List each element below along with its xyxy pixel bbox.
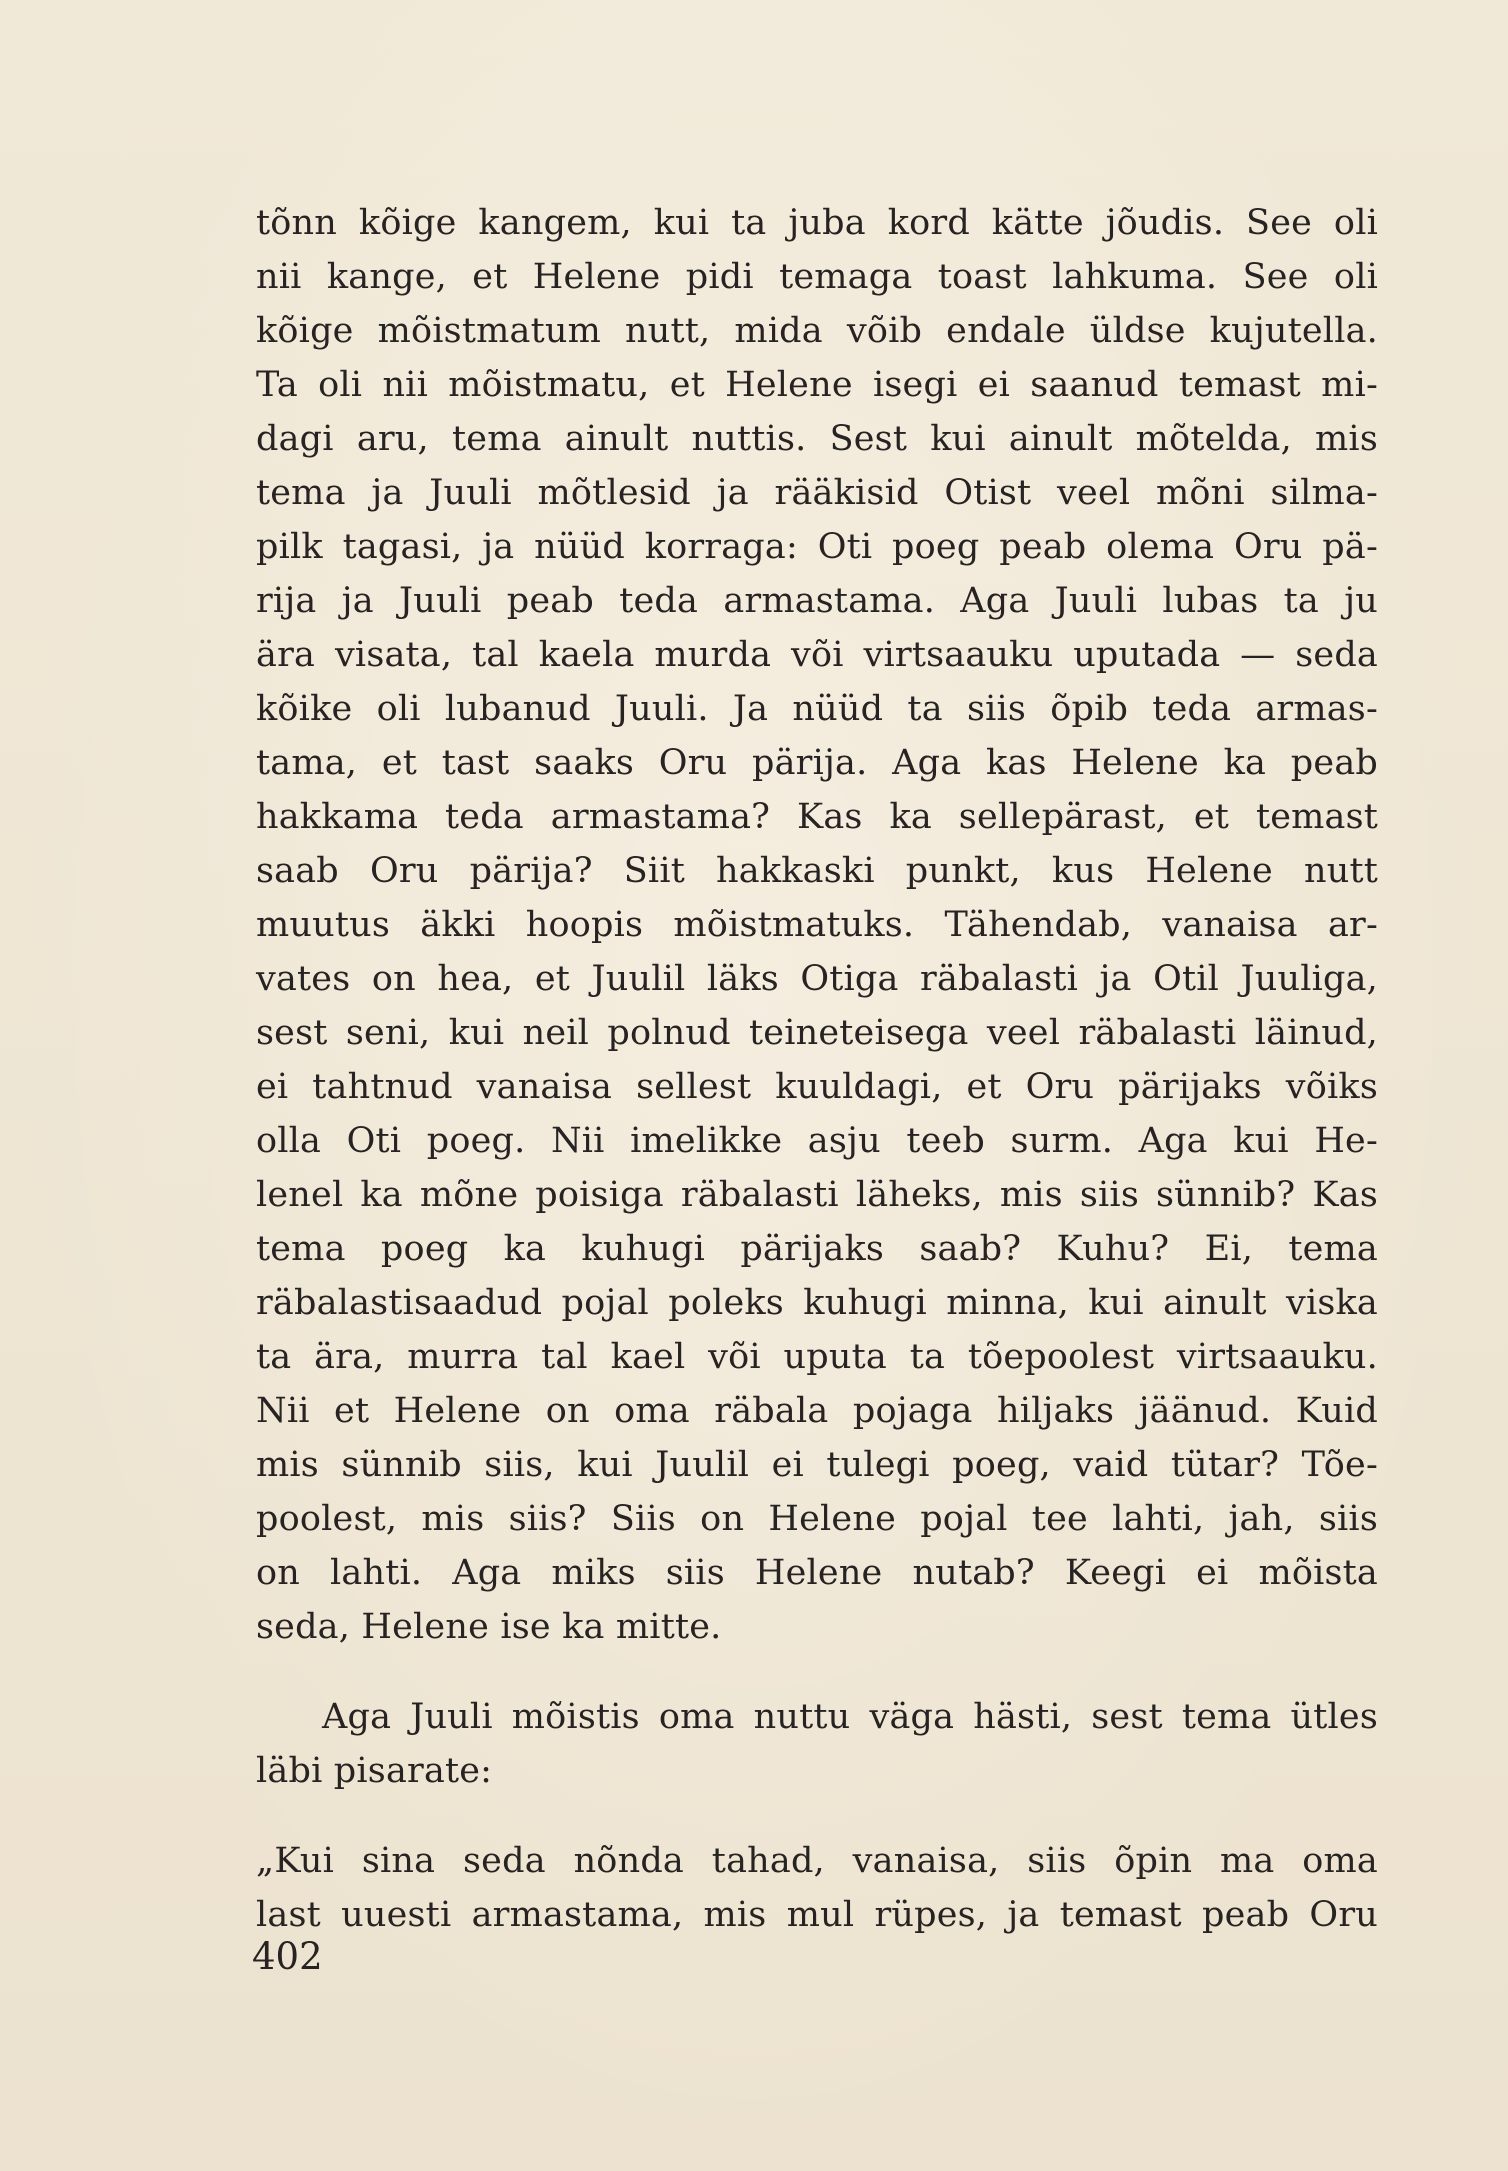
text-line: dagi aru, tema ainult nuttis. Sest kui ainult mõtelda, mis [256,419,1378,459]
text-line: on lahti. Aga miks siis Helene nutab? Keegi ei mõista [256,1553,1378,1593]
text-line: poolest, mis siis? Siis on Helene pojal tee lahti, jah, siis [256,1499,1378,1539]
text-line: räbalastisaadud pojal poleks kuhugi minna, kui ainult viska [256,1283,1378,1323]
body-text [256,196,1378,1942]
text-line: tõnn kõige kangem, kui ta juba kord kätte jõudis. See oli [256,203,1378,243]
page-number: 402 [252,1935,323,1978]
text-line: saab Oru pärija? Siit hakkaski punkt, kus Helene nutt [256,851,1378,891]
text-line: „Kui sina seda nõnda tahad, vanaisa, siis õpin ma oma [256,1841,1378,1881]
text-line: seda, Helene ise ka mitte. [256,1607,722,1647]
text-line: pilk tagasi, ja nüüd korraga: Oti poeg peab olema Oru pä- [256,527,1378,567]
text-line: hakkama teda armastama? Kas ka sellepärast, et temast [256,797,1378,837]
text-line: tema ja Juuli mõtlesid ja rääkisid Otist veel mõni silma- [256,473,1378,513]
text-line: olla Oti poeg. Nii imelikke asju teeb surm. Aga kui He- [256,1121,1378,1161]
text-line: tema poeg ka kuhugi pärijaks saab? Kuhu? Ei, tema [256,1229,1378,1269]
text-line: ära visata, tal kaela murda või virtsaauku uputada — seda [256,635,1378,675]
text-line: ta ära, murra tal kael või uputa ta tõepoolest virtsaauku. [256,1337,1378,1377]
text-line: nii kange, et Helene pidi temaga toast lahkuma. See oli [256,257,1378,297]
text-line: rija ja Juuli peab teda armastama. Aga Juuli lubas ta ju [256,581,1378,621]
text-line: kõige mõistmatum nutt, mida võib endale üldse kujutella. [256,311,1378,351]
text-line: läbi pisarate: [256,1751,493,1791]
text-line: vates on hea, et Juulil läks Otiga räbalasti ja Otil Juuliga, [256,959,1378,999]
text-line: lenel ka mõne poisiga räbalasti läheks, mis siis sünnib? Kas [256,1175,1378,1215]
text-line: muutus äkki hoopis mõistmatuks. Tähendab, vanaisa ar- [256,905,1378,945]
text-line: sest seni, kui neil polnud teineteisega veel räbalasti läinud, [256,1013,1378,1053]
text-line: last uuesti armastama, mis mul rüpes, ja temast peab Oru [256,1895,1378,1935]
text-line: Ta oli nii mõistmatu, et Helene isegi ei saanud temast mi- [256,365,1378,405]
text-line: kõike oli lubanud Juuli. Ja nüüd ta siis õpib teda armas- [256,689,1378,729]
paragraph-gap [256,1798,1378,1834]
text-line: ei tahtnud vanaisa sellest kuuldagi, et Oru pärijaks võiks [256,1067,1378,1107]
text-line: Aga Juuli mõistis oma nuttu väga hästi, sest tema ütles [322,1697,1378,1737]
text-line: mis sünnib siis, kui Juulil ei tulegi poeg, vaid tütar? Tõe- [256,1445,1378,1485]
text-line: Nii et Helene on oma räbala pojaga hiljaks jäänud. Kuid [256,1391,1378,1431]
text-line: tama, et tast saaks Oru pärija. Aga kas Helene ka peab [256,743,1378,783]
paragraph-gap [256,1654,1378,1690]
